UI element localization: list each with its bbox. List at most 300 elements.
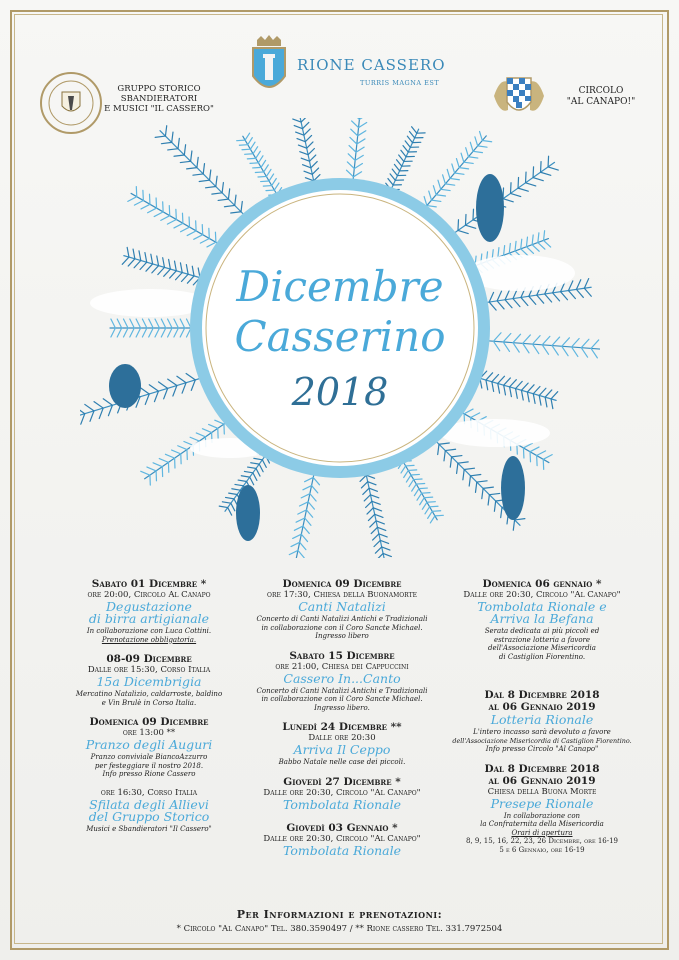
pine-needle	[168, 379, 177, 385]
event-title: Tombolata Rionale	[282, 796, 401, 812]
pine-needle	[470, 142, 473, 151]
pine-needle	[576, 289, 583, 297]
pine-needle	[377, 553, 383, 558]
pine-needle	[187, 231, 196, 236]
pine-needle	[433, 186, 436, 195]
pine-needle	[165, 126, 166, 136]
pine-needle	[458, 230, 468, 233]
pine-needle	[181, 274, 188, 281]
pine-needle	[174, 328, 179, 337]
pine-needle	[505, 300, 512, 308]
pine-needle	[533, 167, 534, 178]
pine-needle	[523, 343, 529, 352]
event-detail: in collaborazione con il Coro Sancte Michael.	[261, 695, 423, 703]
pine-needle	[301, 534, 307, 541]
pine-needle	[306, 510, 312, 517]
pine-needle	[538, 233, 539, 243]
event-place: ore 16:30, Corso Italia	[100, 787, 198, 798]
pine-needle	[308, 502, 314, 509]
pine-needle	[526, 172, 527, 183]
pine-needle	[493, 341, 499, 350]
event-detail: Serata dedicata ai più piccoli ed	[484, 627, 600, 635]
pine-needle	[539, 395, 541, 405]
pine-needle	[241, 201, 242, 211]
pine-needle	[397, 160, 402, 166]
event-date: Dal 8 Dicembre 2018	[484, 689, 600, 701]
pine-needle	[165, 454, 174, 458]
pine-needle	[111, 328, 116, 337]
event-detail: in collaborazione con il Coro Sancte Michael.	[261, 623, 423, 632]
pine-needle	[147, 467, 156, 471]
pine-needle	[206, 187, 216, 188]
pine-needle	[377, 527, 385, 530]
pine-needle	[250, 477, 254, 485]
pine-needle	[313, 477, 319, 484]
pine-needle	[537, 295, 544, 303]
pine-needle	[417, 493, 422, 500]
pine-needle	[103, 399, 112, 405]
pine-needle	[151, 254, 153, 264]
pine-needle	[497, 291, 501, 301]
pine-needle	[153, 463, 162, 467]
pine-needle	[545, 390, 552, 397]
pine-needle	[349, 146, 356, 153]
event-c3-3	[446, 763, 638, 855]
pine-needle	[432, 200, 441, 201]
pine-needle	[543, 455, 552, 460]
pine-needle	[180, 263, 182, 273]
pine-needle	[430, 506, 438, 507]
event-detail: dell'Associazione Misericordia	[488, 644, 596, 652]
pine-needle	[436, 195, 445, 196]
pine-needle	[250, 142, 255, 149]
pine-needle	[505, 290, 509, 300]
pine-needle	[372, 501, 380, 504]
pine-needle	[380, 540, 388, 543]
event-detail: Info presso Circolo "Al Canapo"	[485, 745, 599, 753]
pine-needle	[297, 139, 305, 142]
pine-needle	[293, 119, 301, 122]
pine-needle	[493, 333, 501, 341]
pine-needle	[422, 502, 427, 509]
canapo-shield-icon	[492, 72, 546, 120]
pine-needle	[371, 495, 379, 498]
pine-needle	[530, 447, 539, 452]
pine-needle	[149, 385, 158, 391]
pine-needle	[465, 225, 475, 228]
pine-needle	[235, 195, 236, 205]
pine-needle	[300, 152, 308, 155]
event-date: Dal 8 Dicembre 2018	[484, 762, 600, 775]
pine-needle	[242, 149, 250, 150]
event-c3-2	[446, 689, 638, 754]
event-title: Arriva Il Ceppo	[293, 742, 391, 757]
pine-needle	[172, 132, 173, 142]
pine-needle	[552, 337, 560, 345]
pine-needle	[504, 246, 505, 256]
pine-needle	[238, 480, 246, 481]
pine-needle	[235, 484, 243, 485]
pine-needle	[298, 145, 306, 148]
pine-needle	[187, 168, 197, 169]
event-detail: Babbo Natale nelle case dei piccoli.	[278, 758, 406, 766]
pine-needle	[124, 328, 129, 337]
pine-needle	[518, 188, 528, 191]
pine-branch	[131, 193, 225, 247]
pine-needle	[447, 169, 450, 178]
pine-needle	[544, 231, 545, 241]
pine-needle	[192, 266, 194, 276]
pine-needle	[523, 335, 531, 343]
pine-needle	[382, 547, 390, 550]
events-column-2	[246, 578, 438, 859]
pine-needle	[168, 149, 178, 150]
pine-needle	[222, 502, 230, 503]
pine-needle	[307, 142, 313, 148]
pine-needle	[251, 463, 259, 464]
pine-needle	[310, 494, 316, 501]
event-place: Dalle ore 20:30, Circolo "Al Canapo"	[263, 833, 421, 844]
left-org-line3: E MUSICI "IL CASSERO"	[104, 104, 214, 114]
pine-needle	[148, 208, 157, 213]
pine-needle	[538, 243, 545, 250]
event-title: Degustazione di birra artigianale	[88, 599, 210, 626]
pine-needle	[272, 178, 277, 185]
event-place: Dalle ore 15:30, Corso Italia	[87, 665, 211, 675]
pine-needle	[155, 319, 160, 328]
events-column-3	[446, 578, 638, 854]
pine-needle	[427, 502, 435, 503]
pine-needle	[174, 319, 179, 328]
pine-needle	[203, 164, 204, 174]
pine-needle	[219, 506, 227, 507]
pine-needle	[353, 172, 361, 177]
pine-needle	[532, 235, 533, 245]
pine-needle	[458, 220, 459, 231]
pine-needle	[422, 493, 430, 494]
pine-needle	[492, 375, 499, 382]
pine-needle	[231, 212, 241, 213]
pine-needle	[427, 206, 436, 207]
event-date-end: al 06 Gennaio 2019	[488, 774, 596, 787]
pine-needle	[174, 155, 184, 156]
pine-needle	[266, 169, 271, 176]
pine-needle	[375, 547, 381, 553]
event-detail: In collaborazione con Luca Cottini.	[86, 627, 212, 635]
pine-needle	[161, 328, 166, 337]
pine-needle	[347, 162, 354, 169]
pine-needle	[441, 189, 450, 190]
pine-needle	[124, 319, 129, 328]
pine-needle	[117, 328, 122, 337]
events-column-1	[54, 578, 244, 833]
pine-branch	[80, 376, 208, 416]
event-title: Sfilata degli Allievi del Gruppo Storico	[88, 796, 210, 824]
pine-needle	[224, 205, 234, 206]
pine-branch	[472, 376, 557, 400]
pine-needle	[412, 127, 417, 133]
pine-needle	[428, 511, 433, 518]
pine-needle	[405, 141, 410, 147]
pine-needle	[255, 172, 263, 173]
pine-needle	[300, 542, 306, 549]
pine-needle	[366, 501, 372, 507]
pine-needle	[469, 476, 470, 486]
pine-needle	[513, 299, 520, 307]
pine-needle	[526, 183, 536, 186]
event-detail: Concerto di Canti Natalizi Antichi e Tradizionali	[256, 686, 428, 695]
pine-needle	[164, 269, 171, 276]
pine-branch	[352, 118, 364, 189]
pine-needle	[355, 155, 363, 160]
event-detail: per festeggiare il nostro 2018.	[94, 761, 204, 770]
pine-needle	[581, 339, 589, 347]
pine-needle	[561, 292, 568, 300]
event-detail: L'intero incasso sarà devoluto a favore	[473, 728, 611, 736]
pine-needle	[504, 385, 506, 395]
pine-needle	[200, 238, 209, 243]
pine-needle	[248, 138, 253, 145]
pine-needle	[176, 273, 183, 280]
pine-needle	[168, 319, 173, 328]
pine-needle	[477, 481, 487, 482]
pine-needle	[145, 253, 147, 263]
pine-needle	[241, 476, 249, 477]
pine-needle	[347, 170, 354, 177]
pine-needle	[111, 319, 116, 328]
pine-needle	[376, 521, 384, 524]
pine-needle	[510, 387, 512, 397]
pine-needle	[562, 338, 570, 346]
pine-needle	[375, 514, 383, 517]
pine-needle	[274, 183, 279, 190]
pine-needle	[553, 293, 560, 301]
pine-needle	[197, 157, 198, 167]
wreath-year: 2018	[291, 370, 389, 414]
pine-needle	[130, 328, 135, 337]
pine-needle	[303, 122, 309, 128]
pine-needle	[526, 247, 533, 254]
pine-needle	[309, 155, 315, 161]
pine-needle	[461, 153, 464, 162]
pine-needle	[551, 399, 553, 409]
event-date: Domenica 06 gennaio *	[482, 578, 602, 590]
pine-needle	[452, 164, 455, 173]
pine-needle	[128, 259, 135, 266]
pine-needle	[430, 516, 435, 523]
pine-needle	[471, 413, 480, 418]
event-c1-2	[54, 653, 244, 707]
pine-needle	[226, 497, 234, 498]
pine-needle	[370, 521, 376, 527]
pine-needle	[368, 514, 374, 520]
event-place: ore 21:00, Chiesa dei Cappuccini	[275, 661, 409, 672]
pine-needle	[532, 344, 538, 353]
pine-needle	[419, 488, 427, 489]
pine-needle	[572, 347, 578, 356]
pine-needle	[361, 482, 367, 488]
pine-needle	[301, 158, 309, 161]
pine-needle	[254, 458, 262, 459]
pine-needle	[256, 151, 261, 158]
pine-needle	[178, 446, 187, 450]
pine-needle	[401, 150, 406, 156]
pine-needle	[194, 235, 203, 240]
pine-needle	[253, 473, 257, 481]
pine-branch	[160, 131, 250, 221]
event-place: Dalle ore 20:30	[308, 733, 376, 743]
event-detail: estrazione lotteria a favore	[493, 635, 591, 644]
pine-needle	[373, 534, 379, 540]
wreath-title-dicembre: Dicembre	[236, 262, 444, 311]
pine-needle	[253, 167, 261, 168]
pine-needle	[478, 146, 487, 147]
pine-needle	[463, 469, 464, 479]
event-detail: dell'Associazione Misericordia di Castiglion Fiorentino.	[452, 736, 632, 745]
pine-needle	[533, 178, 543, 181]
pine-needle	[503, 199, 513, 202]
pine-branch	[243, 136, 281, 201]
pine-needle	[369, 488, 377, 491]
pine-needle	[527, 385, 534, 392]
pine-needle	[445, 449, 455, 450]
pine-needle	[304, 171, 312, 174]
pine-needle	[509, 243, 510, 253]
pine-needle	[416, 484, 424, 485]
pine-needle	[186, 373, 195, 379]
pine-needle	[155, 328, 160, 337]
pine-needle	[425, 507, 430, 514]
pine-needle	[457, 463, 458, 473]
pine-needle	[399, 155, 404, 161]
pine-needle	[548, 167, 558, 170]
event-detail: 5 e 6 Gennaio, ore 16-19	[499, 845, 585, 854]
pine-needle	[537, 451, 546, 456]
pine-needle	[404, 470, 409, 477]
left-org-line1: GRUPPO STORICO	[117, 84, 201, 94]
pine-needle	[409, 131, 414, 137]
pine-needle	[498, 376, 505, 383]
event-detail: Concerto di Canti Natalizi Antichi e Tradizionali	[256, 615, 428, 623]
pine-needle	[141, 204, 150, 209]
pine-needle	[363, 488, 369, 494]
pine-needle	[552, 346, 558, 355]
pine-branch	[364, 466, 384, 558]
pine-needle	[521, 383, 528, 390]
pine-needle	[497, 301, 504, 309]
pine-needle	[511, 183, 512, 194]
pine-needle	[161, 142, 171, 143]
pine-needle	[516, 381, 523, 388]
pine-needle	[163, 258, 165, 268]
pine-needle	[222, 183, 223, 193]
pine-needle	[483, 487, 493, 488]
pine-needle	[456, 159, 459, 168]
pine-needle	[562, 346, 568, 355]
pine-needle	[250, 163, 258, 164]
pine-needle	[533, 387, 540, 394]
pine-needle	[218, 199, 228, 200]
pine-needle	[529, 296, 536, 304]
pine-needle	[408, 470, 416, 471]
pine-needle	[591, 340, 599, 348]
pine-needle	[134, 200, 143, 205]
rione-title: RIONE CASSERO	[297, 56, 446, 74]
pine-needle	[170, 271, 177, 278]
event-title: Canti Natalizi	[298, 599, 386, 614]
pine-needle	[513, 334, 521, 342]
event-title: Tombolata Rionale e Arriva la Befana	[477, 599, 607, 626]
pine-needle	[527, 392, 529, 402]
pine-needle	[158, 267, 165, 274]
event-date: Giovedì 27 Dicembre *	[283, 775, 401, 788]
event-title: Presepe Rionale	[490, 795, 594, 811]
pine-needle	[196, 433, 205, 437]
pine-needle	[450, 178, 459, 179]
pine-needle	[237, 140, 245, 141]
pine-needle	[414, 489, 419, 496]
pine-needle	[184, 441, 193, 445]
pine-needle	[351, 129, 358, 136]
event-detail: In collaborazione con	[503, 811, 581, 820]
pine-needle	[475, 482, 476, 492]
pine-needle	[312, 486, 318, 493]
pine-needle	[409, 480, 414, 487]
event-place: Dalle ore 20:30, Circolo "Al Canapo"	[463, 590, 621, 600]
pine-needle	[452, 456, 462, 457]
pine-needle	[161, 319, 166, 328]
pine-needle	[482, 140, 491, 141]
pine-branch	[124, 256, 209, 280]
pine-needle	[533, 394, 535, 404]
pine-needle	[256, 468, 260, 476]
pine-needle	[294, 126, 302, 129]
pine-needle	[470, 475, 480, 476]
event-detail: di Castiglion Fiorentino.	[498, 652, 586, 661]
pine-needle	[548, 156, 549, 167]
pine-needle	[187, 276, 194, 283]
pine-needle	[263, 186, 271, 187]
pine-needle	[432, 511, 440, 512]
event-date: 08-09 Dicembre	[106, 653, 192, 665]
pine-needle	[584, 279, 588, 289]
pine-needle	[142, 328, 147, 337]
pine-needle	[202, 429, 211, 433]
pine-needle	[159, 459, 168, 463]
pine-needle	[383, 553, 391, 556]
pine-needle	[157, 256, 159, 266]
pine-needle	[191, 151, 192, 161]
event-detail: Info presso Rione Cassero	[102, 770, 196, 778]
event-detail: 8, 9, 15, 16, 22, 23, 26 Dicembre, ore 16-19	[465, 837, 618, 845]
pine-needle	[364, 495, 370, 501]
pine-needle	[475, 137, 478, 146]
pine-needle	[253, 147, 258, 154]
pine-needle	[266, 190, 274, 191]
pine-needle	[438, 444, 439, 454]
pine-needle	[359, 123, 367, 128]
pine-needle	[117, 319, 122, 328]
pine-needle	[350, 137, 357, 144]
footer-contacts: * Circolo "Al Canapo" Tel. 380.3590497 / ** Rione cassero Tel. 331.7972504	[176, 924, 503, 934]
pine-needle	[180, 328, 185, 337]
event-title: Pranzo degli Auguri	[85, 737, 213, 752]
pine-needle	[305, 135, 311, 141]
pine-needle	[439, 443, 449, 444]
pine-needle	[231, 503, 235, 511]
pine-needle	[489, 493, 499, 494]
pine-needle	[298, 550, 304, 557]
